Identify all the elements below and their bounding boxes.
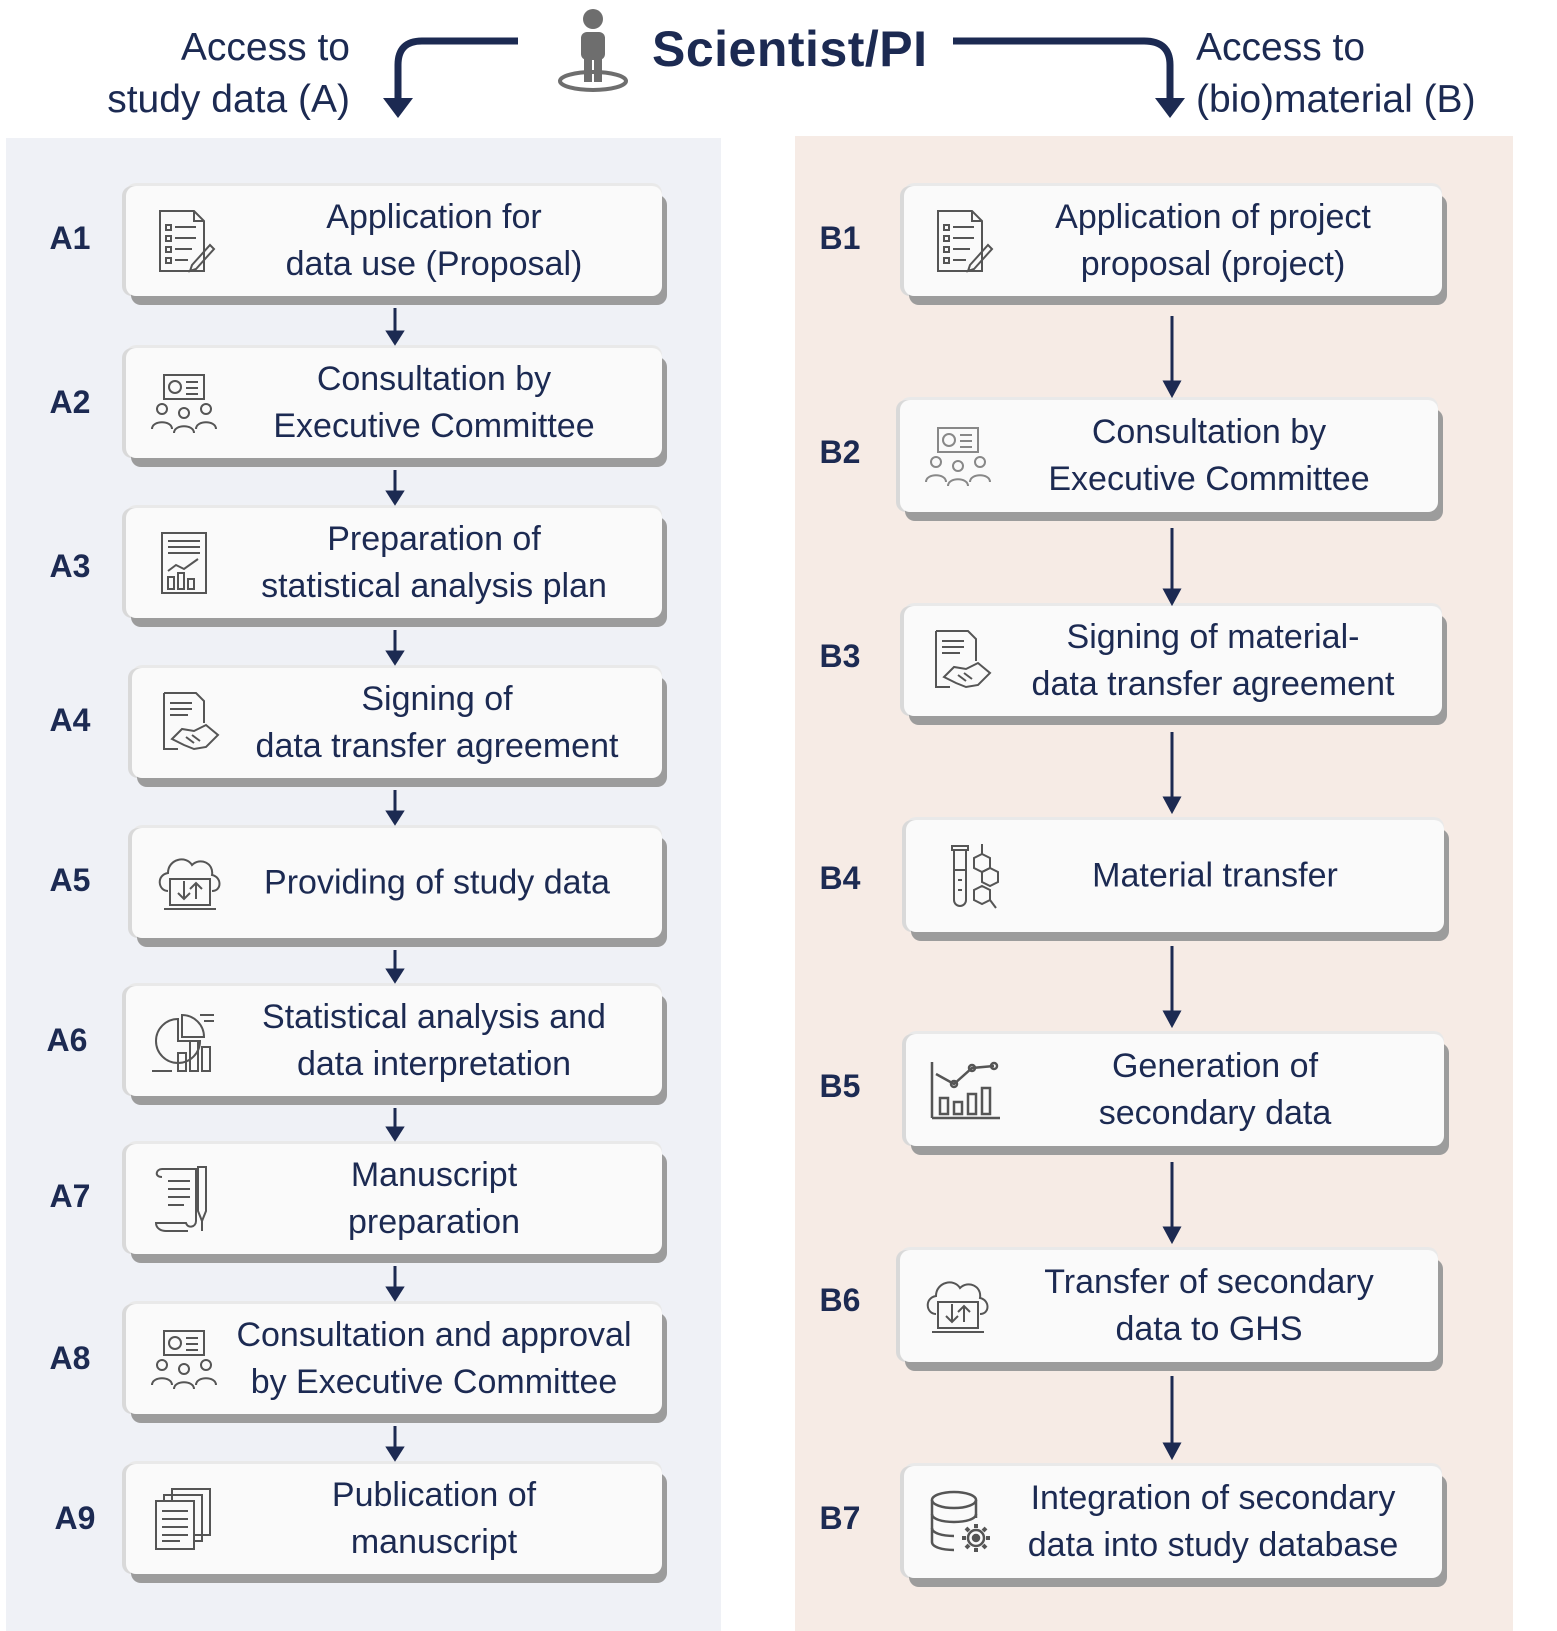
step-a5-box: Providing of study data [132,828,662,938]
step-a1-label: A1 [49,220,91,256]
step-a6-label: A6 [46,1022,88,1058]
step-b5-box: Generation of secondary data [906,1034,1444,1146]
step-a7-label: A7 [49,1178,91,1214]
step-a5-label: A5 [49,862,91,898]
access-study-data-label: Access to study data (A) [107,26,350,121]
step-b3-label: B3 [819,638,861,674]
step-a3-box: Preparation of statistical analysis plan [126,508,662,618]
step-b4-label: B4 [819,860,861,896]
step-b2-box: Consultation by Executive Committee [900,400,1438,512]
step-a6-box: Statistical analysis and data interpretation [126,986,662,1096]
step-a2-label: A2 [49,384,91,420]
step-b7-label: B7 [819,1500,861,1536]
step-a8-box: Consultation and approval by Executive Committee [126,1304,662,1414]
scientist-pi-title: Scientist/PI [652,21,928,77]
step-a2-box: Consultation by Executive Committee [126,348,662,458]
step-a4-label: A4 [49,702,91,738]
step-a7-box: Manuscript preparation [126,1144,662,1254]
step-b2-label: B2 [819,434,861,470]
step-b6-box: Transfer of secondary data to GHS [900,1250,1438,1362]
access-biomaterial-label: Access to (bio)material (B) [1196,26,1476,121]
step-a8-label: A8 [49,1340,91,1376]
step-b1-label: B1 [819,220,861,256]
step-a4-box: Signing of data transfer agreement [132,668,662,778]
step-b6-label: B6 [819,1282,861,1318]
step-b3-box: Signing of material- data transfer agreement [904,606,1442,716]
step-a3-label: A3 [49,548,91,584]
step-b1-box: Application of project proposal (project) [904,186,1442,296]
step-b7-box: Integration of secondary data into study database [904,1466,1442,1578]
step-b5-label: B5 [819,1068,861,1104]
step-a1-box: Application for data use (Proposal) [126,186,662,296]
step-a9-label: A9 [54,1500,96,1536]
step-b4-box: Material transfer [906,820,1444,932]
step-a9-box: Publication of manuscript [126,1464,662,1574]
